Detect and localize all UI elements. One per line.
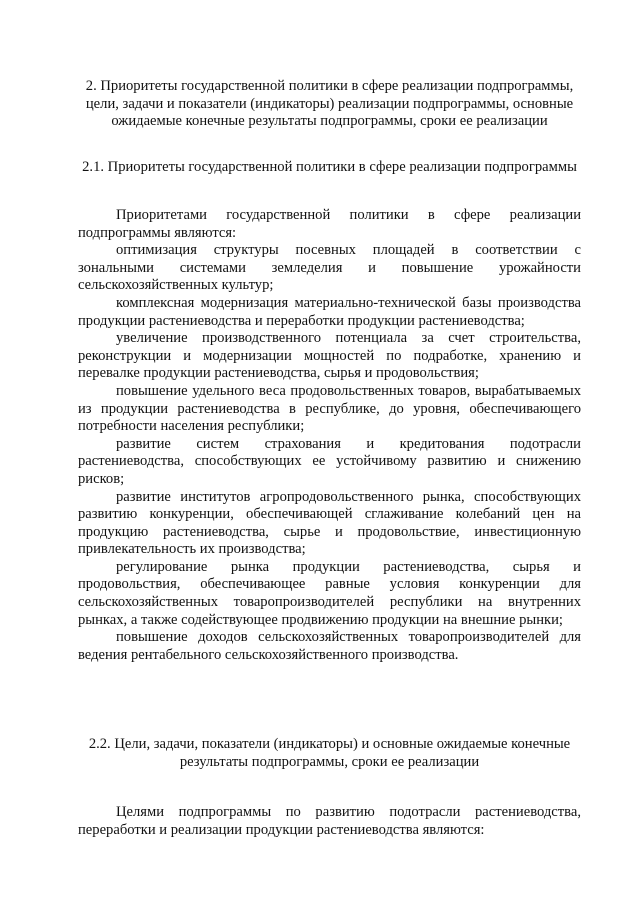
priorities-intro-paragraph: Приоритетами государственной политики в сфере реализации подпрограммы являются: — [78, 207, 581, 241]
priority-item-6: развитие институтов агропродовольственного рынка, способствующих развитию конкуренции, обеспечивающей сглаживание колебаний цен на продукцию растениеводства, сырье и продовольствие, инвестиционную привлекательность их производства; — [78, 488, 581, 558]
priority-item-1: оптимизация структуры посевных площадей в соответствии с зональными системами земледелия и повышение урожайности сельскохозяйственных культур; — [78, 242, 581, 294]
priority-item-4: повышение удельного веса продовольственных товаров, вырабатываемых из продукции растениеводства в республике, до уровня, обеспечивающего потребности населения республики; — [78, 382, 581, 435]
goals-block — [78, 804, 581, 839]
subsection-heading-2-2: 2.2. Цели, задачи, показатели (индикаторы) и основные ожидаемые конечные результаты подпрограммы, сроки ее реализации — [88, 736, 571, 770]
priority-item-5: развитие систем страхования и кредитования подотрасли растениеводства, способствующих ее устойчивому развитию и снижению рисков; — [78, 435, 581, 487]
priorities-block — [78, 207, 581, 664]
priority-item-3: увеличение производственного потенциала за счет строительства, реконструкции и модернизации мощностей по подработке, хранению и перевалке продукции растениеводства, сырья и продовольствия; — [78, 330, 581, 382]
goals-intro-paragraph: Целями подпрограммы по развитию подотрасли растениеводства, переработки и реализации продукции растениеводства являются: — [78, 804, 581, 839]
priority-item-8: повышение доходов сельскохозяйственных товаропроизводителей для ведения рентабельного сельскохозяйственного производства. — [78, 629, 581, 663]
priority-item-2: комплексная модернизация материально-технической базы производства продукции растениеводства и переработки продукции растениеводства; — [78, 294, 581, 329]
subsection-heading-2-1: 2.1. Приоритеты государственной политики в сфере реализации подпрограммы — [82, 158, 577, 175]
document-page — [78, 78, 581, 840]
section-heading-2: 2. Приоритеты государственной политики в сфере реализации подпрограммы, цели, задачи и показатели (индикаторы) реализации подпрограммы, основные ожидаемые конечные результаты подпрограммы, сроки ее реализации — [85, 78, 574, 129]
priority-item-7: регулирование рынка продукции растениеводства, сырья и продовольствия, обеспечивающее равные условия конкуренции для сельскохозяйственных товаропроизводителей республики на внутренних рынках, а также содействующее продвижению продукции на внешние рынки; — [78, 558, 581, 628]
